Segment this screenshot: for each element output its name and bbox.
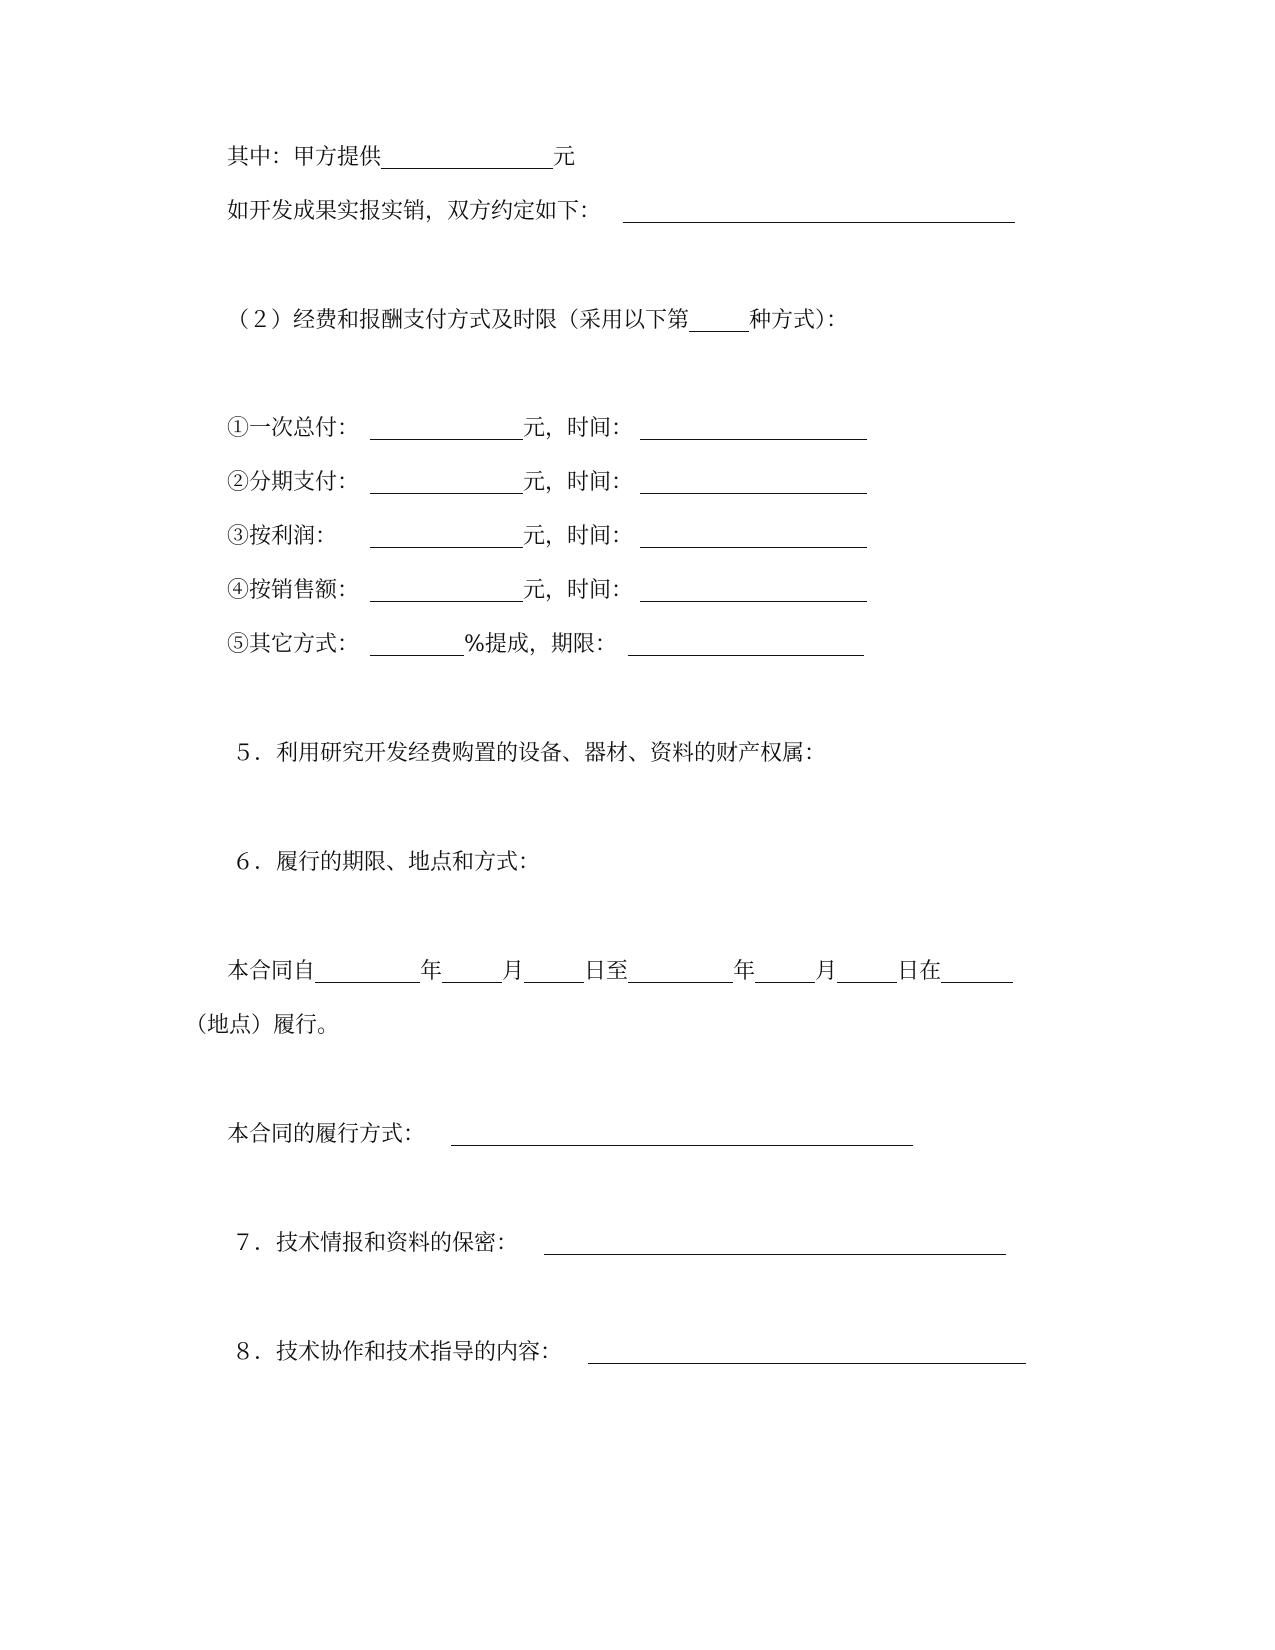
payment-option-lump-sum xyxy=(227,414,867,444)
year-label: 年 xyxy=(733,959,756,984)
commission-percent-field[interactable] xyxy=(370,633,464,656)
provided-by-party-a-line xyxy=(227,143,575,173)
option-unit: %提成，期限： xyxy=(464,632,617,657)
section-7-line xyxy=(232,1229,1006,1259)
section-6-text: ６．履行的期限、地点和方式： xyxy=(232,850,541,875)
provided-by-label: 其中：甲方提供 xyxy=(227,145,382,170)
payment-option-installment xyxy=(227,468,867,498)
day-to-label: 日至 xyxy=(584,959,629,984)
lump-sum-amount-field[interactable] xyxy=(370,417,523,440)
start-day-field[interactable] xyxy=(524,960,584,983)
profit-time-field[interactable] xyxy=(640,525,867,548)
day-at-label: 日在 xyxy=(897,959,942,984)
option-label: ⑤其它方式： xyxy=(227,632,360,657)
technical-cooperation-field[interactable] xyxy=(588,1341,1026,1364)
lump-sum-time-field[interactable] xyxy=(640,417,867,440)
installment-amount-field[interactable] xyxy=(370,471,523,494)
month-label: 月 xyxy=(815,959,838,984)
payment-method-heading xyxy=(227,306,848,336)
actual-reimbursement-label: 如开发成果实报实销，双方约定如下： xyxy=(227,199,602,224)
option-unit: 元，时间： xyxy=(523,524,634,549)
payment-method-label: （２）经费和报酬支付方式及时限（采用以下第 xyxy=(227,308,690,333)
section-5-heading xyxy=(232,739,826,769)
option-label: ①一次总付： xyxy=(227,416,360,441)
sales-time-field[interactable] xyxy=(640,579,867,602)
month-label: 月 xyxy=(502,959,525,984)
profit-amount-field[interactable] xyxy=(370,525,523,548)
payment-option-other xyxy=(227,630,864,660)
confidentiality-field[interactable] xyxy=(544,1232,1006,1255)
payment-method-choice-field[interactable] xyxy=(689,309,749,332)
performance-method-field[interactable] xyxy=(451,1123,913,1146)
party-a-amount-field[interactable] xyxy=(381,146,553,169)
end-day-field[interactable] xyxy=(837,960,897,983)
location-performance-text: （地点）履行。 xyxy=(185,1013,340,1038)
performance-method-line xyxy=(227,1120,913,1150)
end-month-field[interactable] xyxy=(755,960,815,983)
year-label: 年 xyxy=(420,959,443,984)
option-label: ②分期支付： xyxy=(227,470,360,495)
option-unit: 元，时间： xyxy=(523,470,634,495)
option-unit: 元，时间： xyxy=(523,578,634,603)
contract-from-label: 本合同自 xyxy=(227,959,316,984)
option-label: ③按利润： xyxy=(227,524,338,549)
installment-time-field[interactable] xyxy=(640,471,867,494)
performance-method-label: 本合同的履行方式： xyxy=(227,1122,426,1147)
section-8-line xyxy=(232,1338,1026,1368)
option-unit: 元，时间： xyxy=(523,416,634,441)
location-performance-line xyxy=(185,1011,339,1041)
currency-unit: 元 xyxy=(553,145,576,170)
contract-period-line xyxy=(227,957,1013,987)
section-6-heading xyxy=(232,848,540,878)
payment-option-sales xyxy=(227,576,867,606)
end-year-field[interactable] xyxy=(628,960,733,983)
section-7-text: ７．技术情报和资料的保密： xyxy=(232,1231,519,1256)
start-year-field[interactable] xyxy=(315,960,420,983)
sales-amount-field[interactable] xyxy=(370,579,523,602)
commission-period-field[interactable] xyxy=(628,633,864,656)
section-8-text: ８．技术协作和技术指导的内容： xyxy=(232,1340,563,1365)
option-label: ④按销售额： xyxy=(227,578,360,603)
payment-option-profit xyxy=(227,522,867,552)
reimbursement-agreement-field[interactable] xyxy=(623,200,1015,223)
actual-reimbursement-line xyxy=(227,197,1015,227)
section-5-text: ５．利用研究开发经费购置的设备、器材、资料的财产权属： xyxy=(232,741,827,766)
payment-method-suffix: 种方式）： xyxy=(749,308,849,333)
location-field[interactable] xyxy=(941,960,1013,983)
start-month-field[interactable] xyxy=(442,960,502,983)
